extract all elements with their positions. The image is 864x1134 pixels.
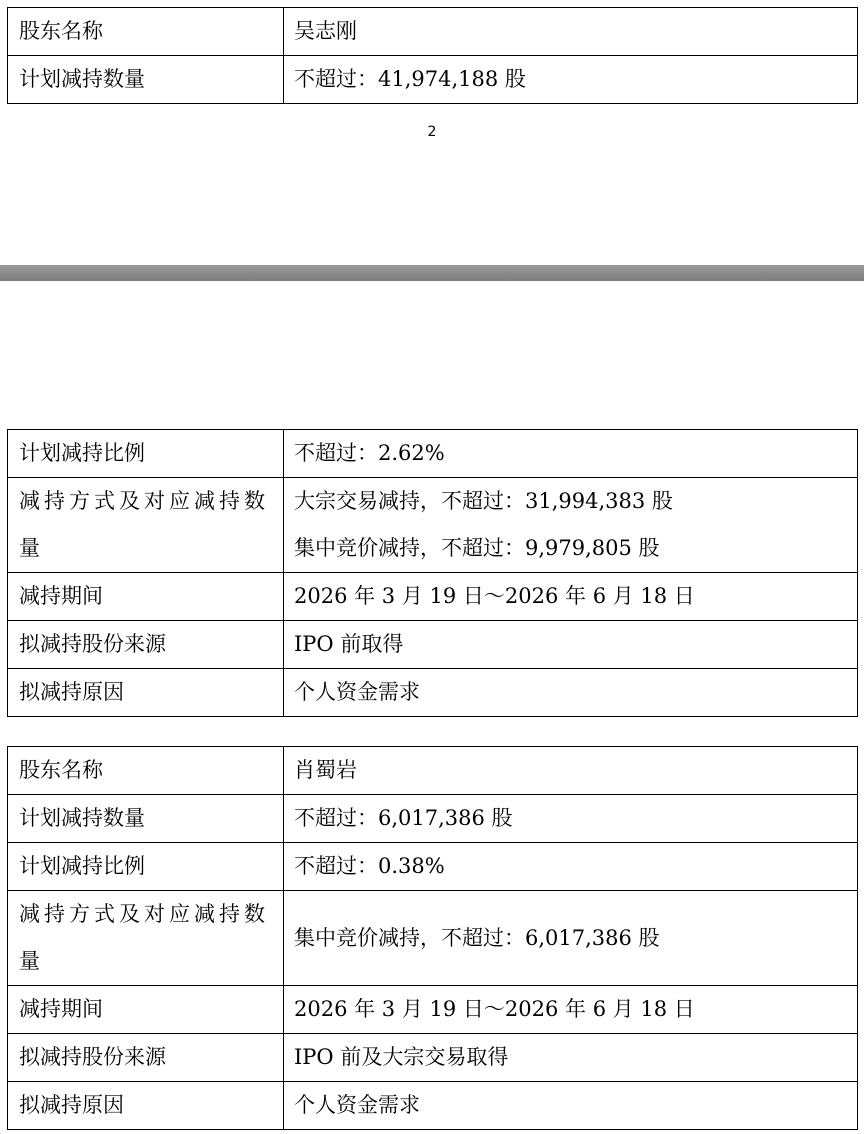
planned-quantity-label: 计划减持数量 [8,795,284,843]
reduction-method-line: 集中竞价减持，不超过：9,979,805 股 [294,536,660,560]
shareholder-table-1-end [7,7,858,104]
reduction-period-label: 减持期间 [8,986,284,1034]
share-source-label: 拟减持股份来源 [8,1034,284,1082]
share-source-value: IPO 前取得 [284,621,858,669]
planned-ratio-value: 不超过：2.62% [284,430,858,478]
shareholder-table-2 [7,746,858,1130]
reduction-reason-value: 个人资金需求 [284,1082,858,1130]
planned-quantity-value: 不超过：41,974,188 股 [284,56,858,104]
table-row [8,621,858,669]
reduction-method-line: 大宗交易减持，不超过：31,994,383 股 [294,489,673,513]
reduction-period-label: 减持期间 [8,573,284,621]
table-row [8,573,858,621]
shareholder-name-label: 股东名称 [8,8,284,56]
reduction-method-value [284,478,858,573]
reduction-method-value: 集中竞价减持，不超过：6,017,386 股 [284,891,858,986]
reduction-method-label: 减持方式及对应减持数量 [8,891,284,986]
page-separator [0,265,864,281]
shareholder-name-value: 吴志刚 [284,8,858,56]
table-row [8,56,858,104]
reduction-reason-label: 拟减持原因 [8,1082,284,1130]
table-row [8,478,858,573]
reduction-period-value: 2026 年 3 月 19 日～2026 年 6 月 18 日 [284,573,858,621]
share-source-label: 拟减持股份来源 [8,621,284,669]
table-row [8,8,858,56]
shareholder-table-1-continued [7,429,858,717]
reduction-period-value: 2026 年 3 月 19 日～2026 年 6 月 18 日 [284,986,858,1034]
table-row [8,430,858,478]
reduction-reason-label: 拟减持原因 [8,669,284,717]
share-source-value: IPO 前及大宗交易取得 [284,1034,858,1082]
table-row [8,986,858,1034]
planned-ratio-value: 不超过：0.38% [284,843,858,891]
page-number: 2 [427,124,437,140]
table-row [8,1034,858,1082]
table-row [8,891,858,986]
reduction-method-label: 减持方式及对应减持数量 [8,478,284,573]
table-row [8,843,858,891]
table-row [8,1082,858,1130]
table-row [8,747,858,795]
table-row [8,795,858,843]
shareholder-name-value: 肖蜀岩 [284,747,858,795]
shareholder-name-label: 股东名称 [8,747,284,795]
planned-ratio-label: 计划减持比例 [8,430,284,478]
planned-quantity-value: 不超过：6,017,386 股 [284,795,858,843]
table-row [8,669,858,717]
planned-quantity-label: 计划减持数量 [8,56,284,104]
planned-ratio-label: 计划减持比例 [8,843,284,891]
reduction-reason-value: 个人资金需求 [284,669,858,717]
